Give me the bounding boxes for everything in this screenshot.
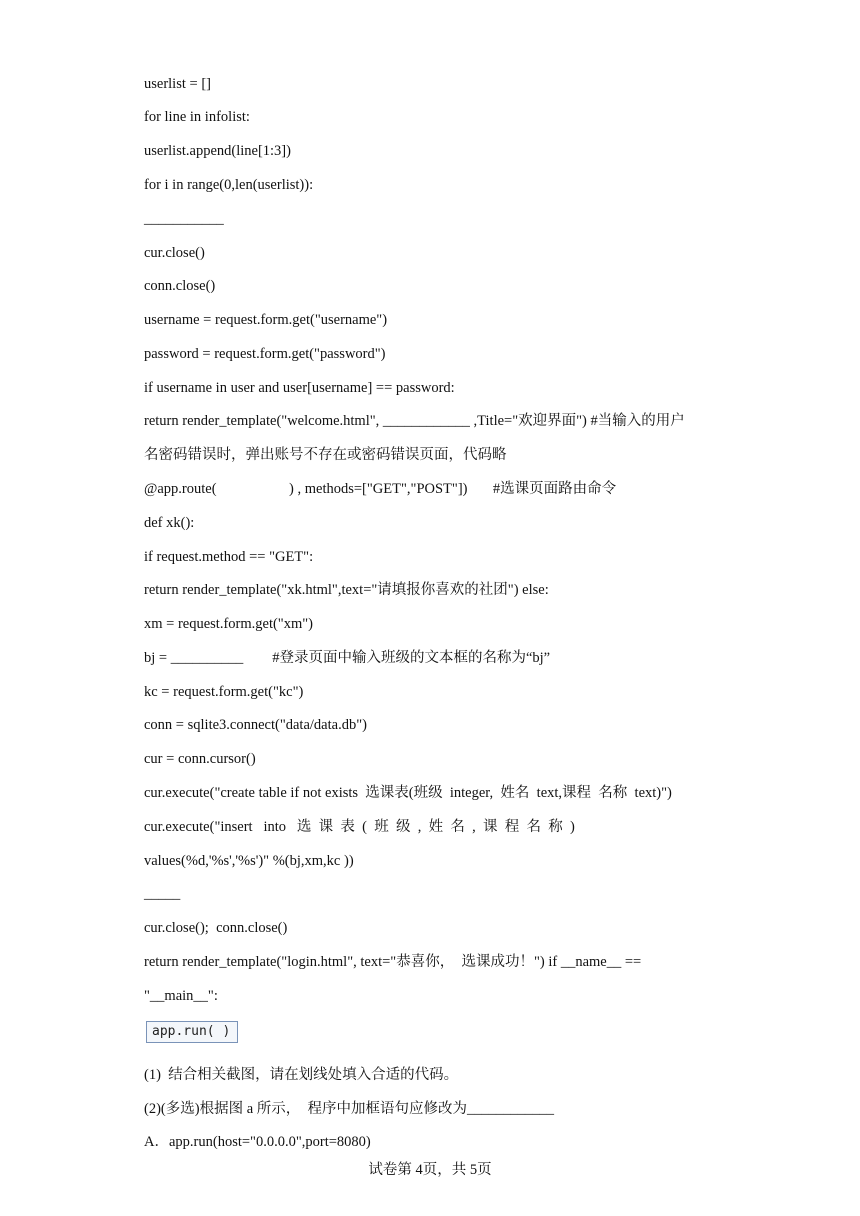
code-line-1: userlist = [] [144,76,211,92]
code-line-16: xm = request.form.get("xm") [144,616,314,632]
code-line-13: def xk(): [144,515,195,531]
code-line-14: if request.method == "GET": [144,549,314,565]
code-line-23: values(%d,'%s','%s')" %(bj,xm,kc )) [144,853,354,869]
code-line-17: bj = __________ #登录页面中输入班级的文本框的名称为“bj” [144,650,551,666]
code-line-8: password = request.form.get("password") [144,346,386,362]
option-a: A．app.run(host="0.0.0.0",port=8080) [144,1134,371,1150]
code-line-19: conn = sqlite3.connect("data/data.db") [144,717,367,733]
code-line-10: return render_template("welcome.html", ____________ ,Title="欢迎界面") #当输入的用户 [144,413,685,429]
code-line-20: cur = conn.cursor() [144,751,256,767]
code-line-11: 名密码错误时，弹出账号不存在或密码错误页面，代码略 [144,447,507,463]
code-line-21: cur.execute("create table if not exists 选课表(班级 integer, 姓名 text,课程 名称 text)") [144,785,672,801]
code-line-9: if username in user and user[username] == password: [144,380,455,396]
code-line-6: conn.close() [144,278,216,294]
code-line-7: username = request.form.get("username") [144,312,388,328]
code-line-22: cur.execute("insert into 选 课 表 ( 班 级 , 姓 名 , 课 程 名 称 ) [144,819,575,835]
code-blank-2: _____ [144,886,181,902]
code-line-25: return render_template("login.html", text="恭喜你， 选课成功！") if __name__ == [144,954,642,970]
code-blank-1: ___________ [144,211,224,227]
code-line-4: for i in range(0,len(userlist)): [144,177,314,193]
code-line-2: for line in infolist: [144,109,250,125]
code-line-26: "__main__": [144,988,218,1004]
code-line-5: cur.close() [144,245,205,261]
code-line-15: return render_template("xk.html",text="请填报你喜欢的社团") else: [144,582,549,598]
question-2: (2)(多选)根据图 a 所示， 程序中加框语句应修改为____________ [144,1101,554,1117]
code-line-24: cur.close(); conn.close() [144,920,288,936]
boxed-app-run-statement: app.run( ) [146,1021,238,1043]
code-line-12: @app.route( ) , methods=["GET","POST"]) #选课页面路由命令 [144,481,617,497]
page-footer: 试卷第 4页，共 5页 [368,1162,492,1178]
question-1: (1) 结合相关截图，请在划线处填入合适的代码。 [144,1067,459,1083]
code-line-3: userlist.append(line[1:3]) [144,143,291,159]
code-line-18: kc = request.form.get("kc") [144,684,304,700]
